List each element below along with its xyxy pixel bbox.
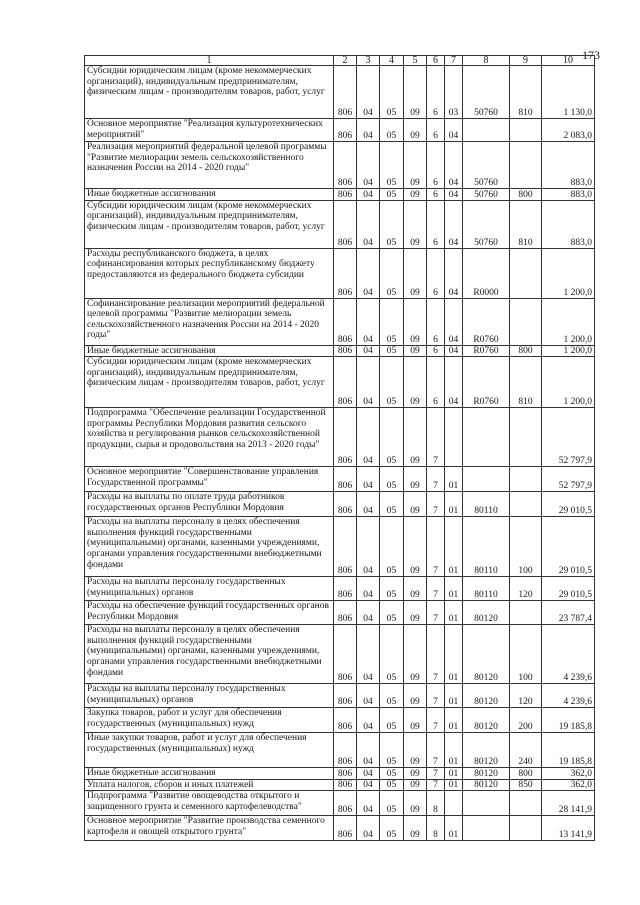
amount-cell: 52 797,9 bbox=[542, 467, 595, 492]
event-code-cell: 01 bbox=[445, 684, 463, 708]
program-code-cell: 09 bbox=[404, 625, 427, 684]
table-row bbox=[85, 357, 595, 408]
program-code-cell: 09 bbox=[404, 733, 427, 768]
column-header-10: 10 bbox=[542, 56, 595, 66]
amount-cell: 19 185,8 bbox=[542, 733, 595, 768]
direction-code-cell: 80110 bbox=[463, 517, 510, 577]
table-row bbox=[85, 119, 595, 142]
subsection-code-cell: 05 bbox=[380, 577, 404, 601]
section-code-cell: 04 bbox=[357, 816, 380, 841]
event-code-cell: 01 bbox=[445, 816, 463, 841]
subprogram-code-cell: 7 bbox=[427, 408, 445, 467]
expense-type-code-cell bbox=[510, 816, 542, 841]
subsection-code-cell: 05 bbox=[380, 408, 404, 467]
ministry-code-cell: 806 bbox=[334, 66, 357, 119]
event-code-cell: 01 bbox=[445, 768, 463, 780]
event-code-cell: 01 bbox=[445, 517, 463, 577]
column-header-3: 3 bbox=[357, 56, 380, 66]
section-code-cell: 04 bbox=[357, 684, 380, 708]
amount-cell: 28 141,9 bbox=[542, 791, 595, 816]
table-row bbox=[85, 517, 595, 577]
ministry-code-cell: 806 bbox=[334, 119, 357, 142]
expense-type-code-cell: 120 bbox=[510, 577, 542, 601]
column-header-5: 5 bbox=[404, 56, 427, 66]
subsection-code-cell: 05 bbox=[380, 816, 404, 841]
expense-type-code-cell: 810 bbox=[510, 357, 542, 408]
row-name-cell: Иные бюджетные ассигнования bbox=[85, 768, 334, 780]
program-code-cell: 09 bbox=[404, 357, 427, 408]
event-code-cell: 04 bbox=[445, 298, 463, 345]
table-row bbox=[85, 601, 595, 625]
event-code-cell bbox=[445, 408, 463, 467]
row-name-cell: Уплата налогов, сборов и иных платежей bbox=[85, 779, 334, 791]
amount-cell: 1 200,0 bbox=[542, 248, 595, 298]
section-code-cell: 04 bbox=[357, 408, 380, 467]
expense-type-code-cell bbox=[510, 298, 542, 345]
expense-type-code-cell: 800 bbox=[510, 345, 542, 357]
program-code-cell: 09 bbox=[404, 248, 427, 298]
row-name-cell: Субсидии юридическим лицам (кроме некоммерческих организаций), индивидуальным предпринимателям, физическим лицам - производителям товаров, работ, услуг bbox=[85, 357, 334, 408]
row-name-cell: Основное мероприятие "Реализация культуротехнических мероприятий" bbox=[85, 119, 334, 142]
subsection-code-cell: 05 bbox=[380, 779, 404, 791]
subprogram-code-cell: 7 bbox=[427, 517, 445, 577]
amount-cell: 362,0 bbox=[542, 779, 595, 791]
expense-type-code-cell: 200 bbox=[510, 708, 542, 733]
table-row bbox=[85, 467, 595, 492]
ministry-code-cell: 806 bbox=[334, 601, 357, 625]
event-code-cell: 04 bbox=[445, 248, 463, 298]
page-number: 173 bbox=[582, 48, 600, 62]
program-code-cell: 09 bbox=[404, 708, 427, 733]
ministry-code-cell: 806 bbox=[334, 779, 357, 791]
subprogram-code-cell: 7 bbox=[427, 467, 445, 492]
section-code-cell: 04 bbox=[357, 200, 380, 248]
table-row bbox=[85, 200, 595, 248]
section-code-cell: 04 bbox=[357, 577, 380, 601]
ministry-code-cell: 806 bbox=[334, 791, 357, 816]
event-code-cell: 01 bbox=[445, 708, 463, 733]
row-name-cell: Расходы республиканского бюджета, в целях софинансирования которых республиканскому бюджету предоставляются из федерального бюджета субсидии bbox=[85, 248, 334, 298]
row-name-cell: Расходы на выплаты персоналу в целях обеспечения выполнения функций государственными (муниципальными) органами, казенными учреждениями, органами управления государственными внебюджетными фондами bbox=[85, 517, 334, 577]
row-name-cell: Основное мероприятие "Совершенствование управления Государственной программы" bbox=[85, 467, 334, 492]
row-name-cell: Иные закупки товаров, работ и услуг для обеспечения государственных (муниципальных) нужд bbox=[85, 733, 334, 768]
amount-cell: 29 010,5 bbox=[542, 577, 595, 601]
subprogram-code-cell: 7 bbox=[427, 733, 445, 768]
program-code-cell: 09 bbox=[404, 189, 427, 201]
subprogram-code-cell: 8 bbox=[427, 816, 445, 841]
event-code-cell: 01 bbox=[445, 779, 463, 791]
expense-type-code-cell: 120 bbox=[510, 684, 542, 708]
expense-type-code-cell bbox=[510, 248, 542, 298]
program-code-cell: 09 bbox=[404, 768, 427, 780]
subsection-code-cell: 05 bbox=[380, 142, 404, 189]
table-row bbox=[85, 298, 595, 345]
program-code-cell: 09 bbox=[404, 408, 427, 467]
table-row bbox=[85, 142, 595, 189]
event-code-cell: 01 bbox=[445, 733, 463, 768]
subprogram-code-cell: 6 bbox=[427, 119, 445, 142]
direction-code-cell bbox=[463, 467, 510, 492]
event-code-cell: 01 bbox=[445, 492, 463, 517]
subsection-code-cell: 05 bbox=[380, 791, 404, 816]
direction-code-cell: 80120 bbox=[463, 768, 510, 780]
direction-code-cell bbox=[463, 408, 510, 467]
table-row bbox=[85, 66, 595, 119]
expense-type-code-cell bbox=[510, 142, 542, 189]
column-header-8: 8 bbox=[463, 56, 510, 66]
direction-code-cell: 80110 bbox=[463, 577, 510, 601]
table-row bbox=[85, 816, 595, 841]
subprogram-code-cell: 6 bbox=[427, 248, 445, 298]
ministry-code-cell: 806 bbox=[334, 408, 357, 467]
event-code-cell: 01 bbox=[445, 577, 463, 601]
amount-cell: 29 010,5 bbox=[542, 492, 595, 517]
ministry-code-cell: 806 bbox=[334, 517, 357, 577]
row-name-cell: Подпрограмма "Обеспечение реализации Государственной программы Республики Мордовия развития сельского хозяйства и регулирования рынков сельскохозяйственной продукции, сырья и продовольствия на 2013 - 2020 годы" bbox=[85, 408, 334, 467]
ministry-code-cell: 806 bbox=[334, 625, 357, 684]
expense-type-code-cell: 850 bbox=[510, 779, 542, 791]
subprogram-code-cell: 6 bbox=[427, 200, 445, 248]
subsection-code-cell: 05 bbox=[380, 345, 404, 357]
section-code-cell: 04 bbox=[357, 601, 380, 625]
subsection-code-cell: 05 bbox=[380, 467, 404, 492]
ministry-code-cell: 806 bbox=[334, 200, 357, 248]
subsection-code-cell: 05 bbox=[380, 708, 404, 733]
subsection-code-cell: 05 bbox=[380, 517, 404, 577]
amount-cell: 883,0 bbox=[542, 200, 595, 248]
section-code-cell: 04 bbox=[357, 142, 380, 189]
subsection-code-cell: 05 bbox=[380, 357, 404, 408]
event-code-cell: 01 bbox=[445, 601, 463, 625]
row-name-cell: Подпрограмма "Развитие овощеводства открытого и защищенного грунта и семенного картофелеводства" bbox=[85, 791, 334, 816]
expense-type-code-cell bbox=[510, 408, 542, 467]
direction-code-cell: R0000 bbox=[463, 248, 510, 298]
section-code-cell: 04 bbox=[357, 517, 380, 577]
table-row bbox=[85, 791, 595, 816]
subsection-code-cell: 05 bbox=[380, 733, 404, 768]
row-name-cell: Субсидии юридическим лицам (кроме некоммерческих организаций), индивидуальным предпринимателям, физическим лицам - производителям товаров, работ, услуг bbox=[85, 200, 334, 248]
program-code-cell: 09 bbox=[404, 779, 427, 791]
section-code-cell: 04 bbox=[357, 345, 380, 357]
section-code-cell: 04 bbox=[357, 791, 380, 816]
table-row bbox=[85, 577, 595, 601]
direction-code-cell: 50760 bbox=[463, 66, 510, 119]
section-code-cell: 04 bbox=[357, 66, 380, 119]
program-code-cell: 09 bbox=[404, 577, 427, 601]
direction-code-cell: 50760 bbox=[463, 142, 510, 189]
program-code-cell: 09 bbox=[404, 517, 427, 577]
amount-cell: 4 239,6 bbox=[542, 625, 595, 684]
event-code-cell: 04 bbox=[445, 119, 463, 142]
expense-type-code-cell: 800 bbox=[510, 189, 542, 201]
column-header-6: 6 bbox=[427, 56, 445, 66]
direction-code-cell: R0760 bbox=[463, 345, 510, 357]
row-name-cell: Расходы на выплаты персоналу в целях обеспечения выполнения функций государственными (муниципальными) органами, казенными учреждениями, органами управления государственными внебюджетными фондами bbox=[85, 625, 334, 684]
expense-type-code-cell bbox=[510, 601, 542, 625]
amount-cell: 29 010,5 bbox=[542, 517, 595, 577]
amount-cell: 1 130,0 bbox=[542, 66, 595, 119]
subsection-code-cell: 05 bbox=[380, 625, 404, 684]
amount-cell: 362,0 bbox=[542, 768, 595, 780]
row-name-cell: Основное мероприятие "Развитие производства семенного картофеля и овощей открытого грунта" bbox=[85, 816, 334, 841]
amount-cell: 1 200,0 bbox=[542, 357, 595, 408]
event-code-cell: 01 bbox=[445, 467, 463, 492]
subprogram-code-cell: 7 bbox=[427, 768, 445, 780]
direction-code-cell bbox=[463, 816, 510, 841]
table-row bbox=[85, 345, 595, 357]
section-code-cell: 04 bbox=[357, 248, 380, 298]
event-code-cell: 01 bbox=[445, 625, 463, 684]
program-code-cell: 09 bbox=[404, 816, 427, 841]
row-name-cell: Софинансирование реализации мероприятий федеральной целевой программы "Развитие мелиорации земель сельскохозяйственного назначения России на 2014 - 2020 годы" bbox=[85, 298, 334, 345]
subprogram-code-cell: 6 bbox=[427, 298, 445, 345]
row-name-cell: Расходы на выплаты по оплате труда работников государственных органов Республики Мордовия bbox=[85, 492, 334, 517]
table-row bbox=[85, 779, 595, 791]
table-row bbox=[85, 408, 595, 467]
direction-code-cell: 80120 bbox=[463, 779, 510, 791]
amount-cell: 883,0 bbox=[542, 142, 595, 189]
program-code-cell: 09 bbox=[404, 142, 427, 189]
ministry-code-cell: 806 bbox=[334, 733, 357, 768]
section-code-cell: 04 bbox=[357, 492, 380, 517]
expense-type-code-cell: 100 bbox=[510, 625, 542, 684]
column-header-1: 1 bbox=[85, 56, 334, 66]
amount-cell: 19 185,8 bbox=[542, 708, 595, 733]
event-code-cell: 04 bbox=[445, 142, 463, 189]
row-name-cell: Расходы на обеспечение функций государственных органов Республики Мордовия bbox=[85, 601, 334, 625]
program-code-cell: 09 bbox=[404, 298, 427, 345]
subprogram-code-cell: 7 bbox=[427, 779, 445, 791]
expense-type-code-cell bbox=[510, 492, 542, 517]
subprogram-code-cell: 7 bbox=[427, 577, 445, 601]
direction-code-cell: 80120 bbox=[463, 601, 510, 625]
subprogram-code-cell: 6 bbox=[427, 357, 445, 408]
ministry-code-cell: 806 bbox=[334, 768, 357, 780]
table-row bbox=[85, 768, 595, 780]
program-code-cell: 09 bbox=[404, 791, 427, 816]
column-header-4: 4 bbox=[380, 56, 404, 66]
direction-code-cell: 80110 bbox=[463, 492, 510, 517]
subsection-code-cell: 05 bbox=[380, 248, 404, 298]
subsection-code-cell: 05 bbox=[380, 119, 404, 142]
direction-code-cell: 80120 bbox=[463, 625, 510, 684]
amount-cell: 13 141,9 bbox=[542, 816, 595, 841]
subprogram-code-cell: 7 bbox=[427, 492, 445, 517]
program-code-cell: 09 bbox=[404, 119, 427, 142]
section-code-cell: 04 bbox=[357, 467, 380, 492]
section-code-cell: 04 bbox=[357, 625, 380, 684]
event-code-cell bbox=[445, 791, 463, 816]
row-name-cell: Закупка товаров, работ и услуг для обеспечения государственных (муниципальных) нужд bbox=[85, 708, 334, 733]
event-code-cell: 04 bbox=[445, 189, 463, 201]
expense-type-code-cell: 100 bbox=[510, 517, 542, 577]
program-code-cell: 09 bbox=[404, 492, 427, 517]
direction-code-cell: 80120 bbox=[463, 708, 510, 733]
column-header-9: 9 bbox=[510, 56, 542, 66]
section-code-cell: 04 bbox=[357, 768, 380, 780]
subprogram-code-cell: 7 bbox=[427, 625, 445, 684]
section-code-cell: 04 bbox=[357, 298, 380, 345]
section-code-cell: 04 bbox=[357, 357, 380, 408]
subprogram-code-cell: 6 bbox=[427, 345, 445, 357]
ministry-code-cell: 806 bbox=[334, 467, 357, 492]
ministry-code-cell: 806 bbox=[334, 248, 357, 298]
event-code-cell: 03 bbox=[445, 66, 463, 119]
section-code-cell: 04 bbox=[357, 708, 380, 733]
ministry-code-cell: 806 bbox=[334, 708, 357, 733]
table-row bbox=[85, 492, 595, 517]
subprogram-code-cell: 7 bbox=[427, 601, 445, 625]
expense-type-code-cell: 240 bbox=[510, 733, 542, 768]
expense-type-code-cell bbox=[510, 791, 542, 816]
direction-code-cell: R0760 bbox=[463, 298, 510, 345]
subprogram-code-cell: 6 bbox=[427, 189, 445, 201]
ministry-code-cell: 806 bbox=[334, 816, 357, 841]
direction-code-cell: 80120 bbox=[463, 733, 510, 768]
program-code-cell: 09 bbox=[404, 601, 427, 625]
row-name-cell: Расходы на выплаты персоналу государственных (муниципальных) органов bbox=[85, 577, 334, 601]
direction-code-cell: 80120 bbox=[463, 684, 510, 708]
expense-type-code-cell: 800 bbox=[510, 768, 542, 780]
table-row bbox=[85, 248, 595, 298]
ministry-code-cell: 806 bbox=[334, 189, 357, 201]
subprogram-code-cell: 7 bbox=[427, 708, 445, 733]
row-name-cell: Субсидии юридическим лицам (кроме некоммерческих организаций), индивидуальным предпринимателям, физическим лицам - производителям товаров, работ, услуг bbox=[85, 66, 334, 119]
table-row bbox=[85, 733, 595, 768]
subsection-code-cell: 05 bbox=[380, 200, 404, 248]
section-code-cell: 04 bbox=[357, 119, 380, 142]
ministry-code-cell: 806 bbox=[334, 345, 357, 357]
table-row bbox=[85, 625, 595, 684]
ministry-code-cell: 806 bbox=[334, 684, 357, 708]
program-code-cell: 09 bbox=[404, 467, 427, 492]
direction-code-cell bbox=[463, 791, 510, 816]
row-name-cell: Иные бюджетные ассигнования bbox=[85, 345, 334, 357]
amount-cell: 4 239,6 bbox=[542, 684, 595, 708]
subsection-code-cell: 05 bbox=[380, 492, 404, 517]
subsection-code-cell: 05 bbox=[380, 189, 404, 201]
amount-cell: 52 797,9 bbox=[542, 408, 595, 467]
expense-type-code-cell: 810 bbox=[510, 200, 542, 248]
row-name-cell: Иные бюджетные ассигнования bbox=[85, 189, 334, 201]
direction-code-cell: 50760 bbox=[463, 200, 510, 248]
table-row bbox=[85, 189, 595, 201]
subsection-code-cell: 05 bbox=[380, 66, 404, 119]
table-row bbox=[85, 684, 595, 708]
direction-code-cell bbox=[463, 119, 510, 142]
amount-cell: 2 083,0 bbox=[542, 119, 595, 142]
event-code-cell: 04 bbox=[445, 200, 463, 248]
subprogram-code-cell: 7 bbox=[427, 684, 445, 708]
subsection-code-cell: 05 bbox=[380, 298, 404, 345]
subprogram-code-cell: 6 bbox=[427, 66, 445, 119]
amount-cell: 883,0 bbox=[542, 189, 595, 201]
row-name-cell: Реализация мероприятий федеральной целевой программы "Развитие мелиорации земель сельскохозяйственного назначения России на 2014 - 2020 годы" bbox=[85, 142, 334, 189]
event-code-cell: 04 bbox=[445, 345, 463, 357]
amount-cell: 1 200,0 bbox=[542, 298, 595, 345]
ministry-code-cell: 806 bbox=[334, 298, 357, 345]
row-name-cell: Расходы на выплаты персоналу государственных (муниципальных) органов bbox=[85, 684, 334, 708]
column-header-2: 2 bbox=[334, 56, 357, 66]
column-header-7: 7 bbox=[445, 56, 463, 66]
subsection-code-cell: 05 bbox=[380, 768, 404, 780]
section-code-cell: 04 bbox=[357, 779, 380, 791]
ministry-code-cell: 806 bbox=[334, 142, 357, 189]
event-code-cell: 04 bbox=[445, 357, 463, 408]
ministry-code-cell: 806 bbox=[334, 357, 357, 408]
program-code-cell: 09 bbox=[404, 345, 427, 357]
table-header-row bbox=[85, 56, 595, 66]
section-code-cell: 04 bbox=[357, 733, 380, 768]
direction-code-cell: 50760 bbox=[463, 189, 510, 201]
budget-table bbox=[84, 55, 595, 841]
direction-code-cell: R0760 bbox=[463, 357, 510, 408]
expense-type-code-cell: 810 bbox=[510, 66, 542, 119]
table-row bbox=[85, 708, 595, 733]
ministry-code-cell: 806 bbox=[334, 577, 357, 601]
amount-cell: 1 200,0 bbox=[542, 345, 595, 357]
amount-cell: 23 787,4 bbox=[542, 601, 595, 625]
subsection-code-cell: 05 bbox=[380, 601, 404, 625]
program-code-cell: 09 bbox=[404, 66, 427, 119]
program-code-cell: 09 bbox=[404, 684, 427, 708]
program-code-cell: 09 bbox=[404, 200, 427, 248]
subprogram-code-cell: 8 bbox=[427, 791, 445, 816]
subsection-code-cell: 05 bbox=[380, 684, 404, 708]
expense-type-code-cell bbox=[510, 119, 542, 142]
section-code-cell: 04 bbox=[357, 189, 380, 201]
subprogram-code-cell: 6 bbox=[427, 142, 445, 189]
ministry-code-cell: 806 bbox=[334, 492, 357, 517]
expense-type-code-cell bbox=[510, 467, 542, 492]
